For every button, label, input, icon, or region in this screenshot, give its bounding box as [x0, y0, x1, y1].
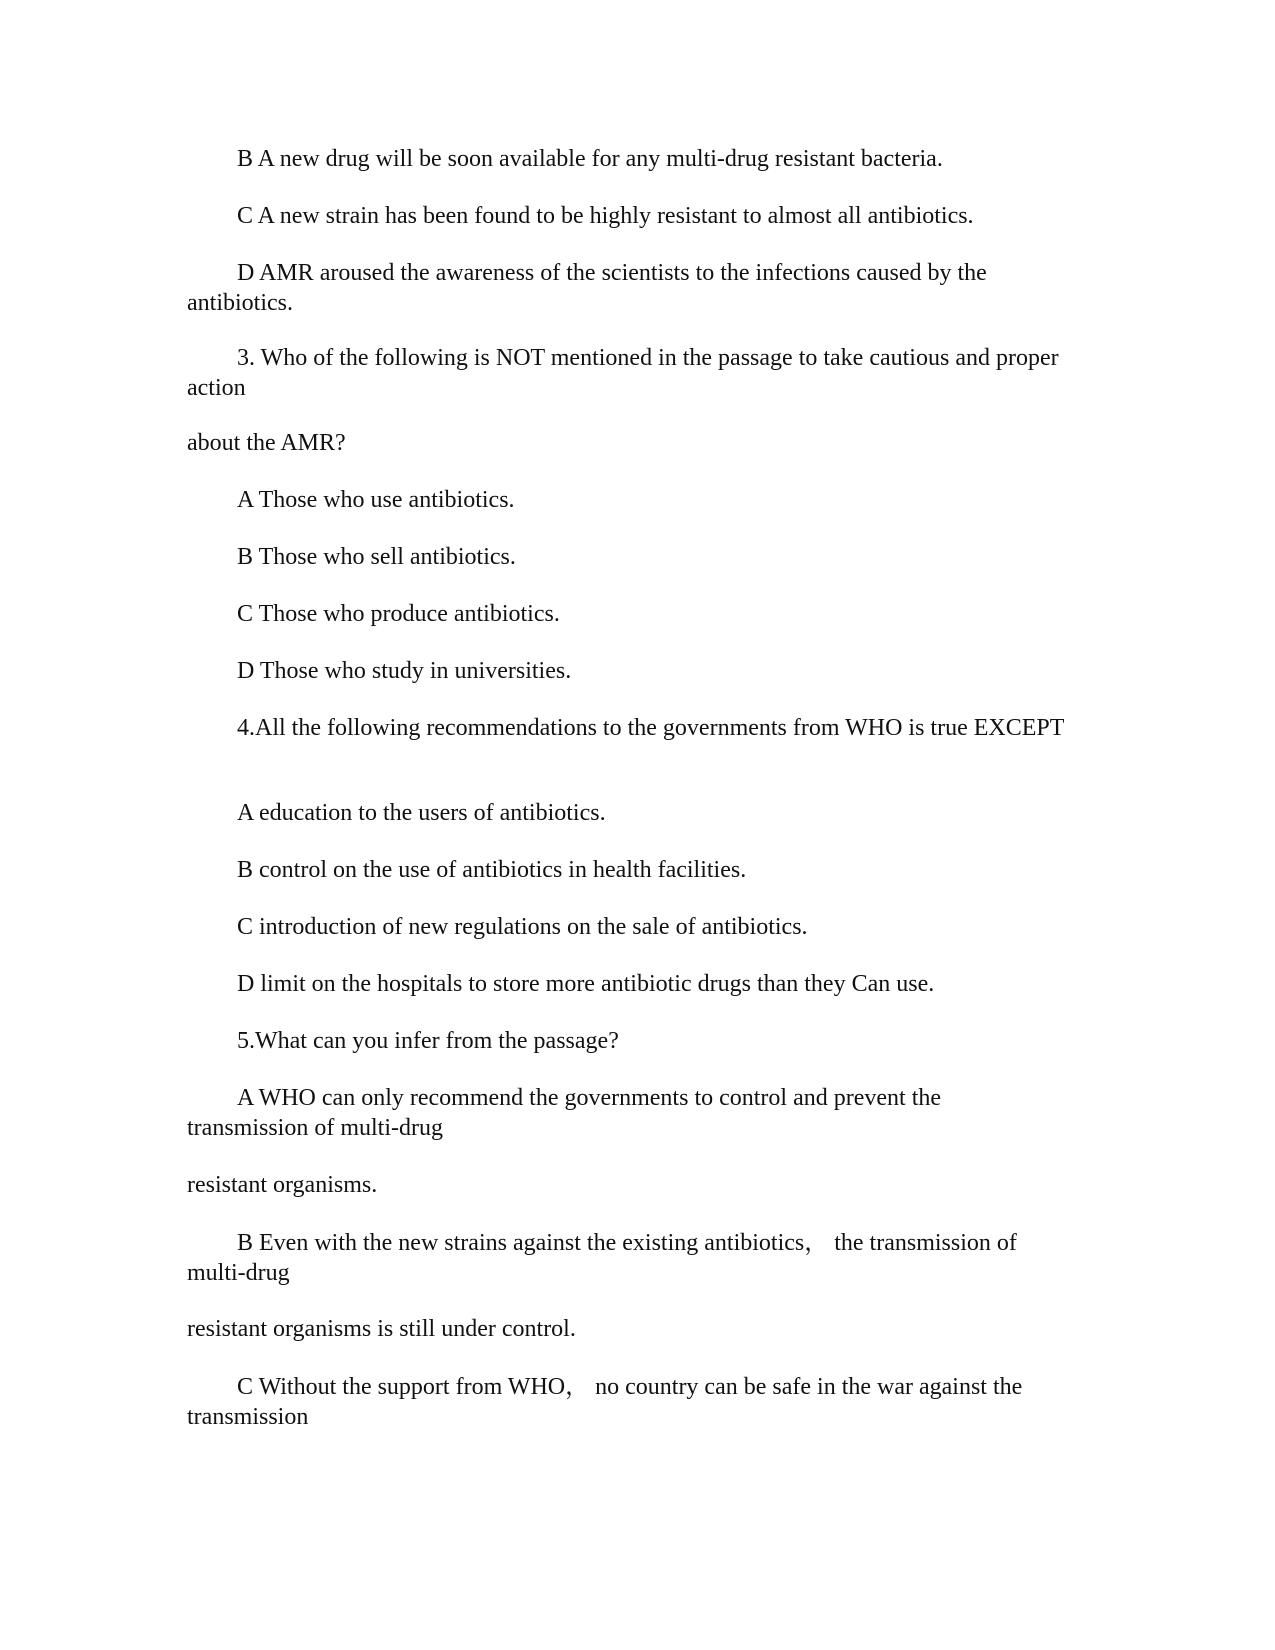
option-4d: D limit on the hospitals to store more antibiotic drugs than they Can use.	[237, 971, 935, 997]
option-2d: D AMR aroused the awareness of the scientists to the infections caused by the antibiotics.	[187, 260, 987, 316]
question-3-continued: about the AMR?	[187, 430, 346, 456]
option-4a: A education to the users of antibiotics.	[237, 800, 606, 826]
option-4c: C introduction of new regulations on the sale of antibiotics.	[237, 914, 808, 940]
option-4b: B control on the use of antibiotics in health facilities.	[237, 857, 747, 883]
option-5b: B Even with the new strains against the existing antibiotics， the transmission of multi-drug	[187, 1230, 1017, 1286]
option-5a-continued: resistant organisms.	[187, 1172, 378, 1198]
option-3c: C Those who produce antibiotics.	[237, 601, 560, 627]
option-3a: A Those who use antibiotics.	[237, 487, 515, 513]
option-3d: D Those who study in universities.	[237, 658, 572, 684]
option-5a: A WHO can only recommend the governments to control and prevent the transmission of multi-drug	[187, 1085, 942, 1141]
option-5c: C Without the support from WHO， no country can be safe in the war against the transmission	[187, 1374, 1023, 1430]
option-3b: B Those who sell antibiotics.	[237, 544, 516, 570]
option-5b-continued: resistant organisms is still under control.	[187, 1316, 576, 1342]
option-2b: B A new drug will be soon available for any multi-drug resistant bacteria.	[237, 146, 943, 172]
question-5: 5.What can you infer from the passage?	[237, 1028, 619, 1054]
question-3: 3. Who of the following is NOT mentioned in the passage to take cautious and proper action	[187, 345, 1059, 401]
option-2c: C A new strain has been found to be highly resistant to almost all antibiotics.	[237, 203, 974, 229]
question-4: 4.All the following recommendations to the governments from WHO is true EXCEPT	[237, 715, 1065, 741]
